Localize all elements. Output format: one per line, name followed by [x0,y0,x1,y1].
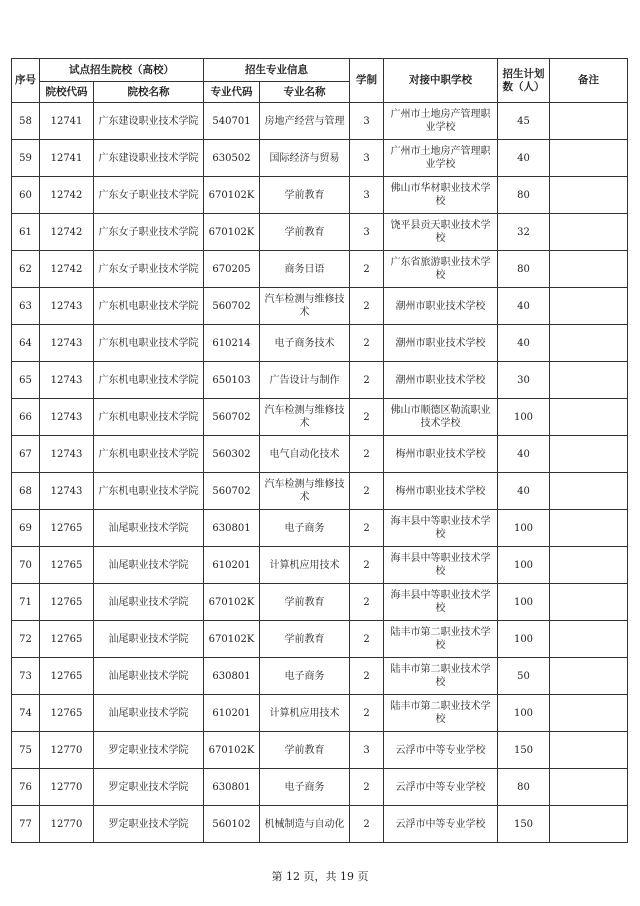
cell-college-name: 罗定职业技术学院 [94,769,204,806]
cell-partner-school: 佛山市华材职业技术学校 [384,177,498,214]
cell-college-name: 汕尾职业技术学院 [94,584,204,621]
cell-college-code: 12765 [40,621,94,658]
cell-major-name: 电子商务 [260,769,350,806]
header-college-group: 试点招生院校（高校） [40,59,204,82]
header-college-name: 院校名称 [94,82,204,103]
cell-major-code: 560702 [204,288,260,325]
header-major-group: 招生专业信息 [204,59,350,82]
cell-remark [550,325,628,362]
cell-plan: 80 [498,251,550,288]
cell-plan: 80 [498,769,550,806]
table-row [12,251,628,288]
cell-college-code: 12743 [40,399,94,436]
cell-major-code: 670102K [204,177,260,214]
cell-major-code: 650103 [204,362,260,399]
cell-remark [550,584,628,621]
cell-duration: 2 [350,473,384,510]
cell-plan: 40 [498,473,550,510]
cell-duration: 3 [350,103,384,140]
cell-partner-school: 广州市土地房产管理职业学校 [384,140,498,177]
cell-major-name: 机械制造与自动化 [260,806,350,843]
cell-major-name: 学前教育 [260,177,350,214]
cell-seq: 70 [12,547,40,584]
cell-college-name: 广东机电职业技术学院 [94,288,204,325]
cell-major-code: 630801 [204,658,260,695]
table-row [12,325,628,362]
cell-major-code: 560702 [204,473,260,510]
cell-major-name: 电气自动化技术 [260,436,350,473]
cell-remark [550,510,628,547]
cell-major-code: 670102K [204,732,260,769]
cell-seq: 67 [12,436,40,473]
cell-remark [550,769,628,806]
cell-college-name: 广东机电职业技术学院 [94,362,204,399]
cell-duration: 2 [350,436,384,473]
cell-major-code: 560302 [204,436,260,473]
cell-plan: 100 [498,547,550,584]
cell-major-name: 电子商务 [260,658,350,695]
cell-major-name: 商务日语 [260,251,350,288]
cell-major-name: 学前教育 [260,214,350,251]
cell-partner-school: 云浮市中等专业学校 [384,769,498,806]
table-row [12,658,628,695]
cell-major-code: 540701 [204,103,260,140]
cell-plan: 100 [498,510,550,547]
cell-seq: 62 [12,251,40,288]
cell-college-code: 12770 [40,732,94,769]
cell-duration: 2 [350,251,384,288]
enrollment-table [11,58,628,843]
cell-college-name: 罗定职业技术学院 [94,806,204,843]
table-row [12,732,628,769]
table-row [12,510,628,547]
cell-remark [550,695,628,732]
cell-partner-school: 陆丰市第二职业技术学校 [384,621,498,658]
header-college-code: 院校代码 [40,82,94,103]
cell-college-name: 广东女子职业技术学院 [94,214,204,251]
cell-remark [550,251,628,288]
table-row [12,584,628,621]
cell-partner-school: 海丰县中等职业技术学校 [384,584,498,621]
header-plan: 招生计划数（人） [498,59,550,103]
cell-partner-school: 潮州市职业技术学校 [384,288,498,325]
cell-college-code: 12743 [40,325,94,362]
cell-duration: 3 [350,732,384,769]
cell-duration: 2 [350,621,384,658]
cell-remark [550,658,628,695]
cell-college-name: 广东建设职业技术学院 [94,103,204,140]
header-major-name: 专业名称 [260,82,350,103]
cell-plan: 30 [498,362,550,399]
cell-college-code: 12765 [40,695,94,732]
cell-college-code: 12741 [40,103,94,140]
table-row [12,436,628,473]
cell-major-code: 670102K [204,584,260,621]
cell-remark [550,399,628,436]
cell-remark [550,436,628,473]
cell-seq: 68 [12,473,40,510]
header-duration: 学制 [350,59,384,103]
cell-seq: 60 [12,177,40,214]
cell-major-name: 电子商务 [260,510,350,547]
cell-major-code: 670102K [204,621,260,658]
table-row [12,695,628,732]
cell-college-name: 汕尾职业技术学院 [94,547,204,584]
cell-college-code: 12743 [40,288,94,325]
cell-college-name: 广东机电职业技术学院 [94,473,204,510]
cell-college-code: 12742 [40,214,94,251]
cell-plan: 100 [498,621,550,658]
cell-seq: 74 [12,695,40,732]
cell-remark [550,806,628,843]
table-row [12,399,628,436]
table-body [12,103,628,843]
cell-duration: 2 [350,547,384,584]
cell-duration: 2 [350,658,384,695]
cell-partner-school: 广东省旅游职业技术学校 [384,251,498,288]
table-row [12,621,628,658]
cell-college-code: 12743 [40,436,94,473]
cell-remark [550,288,628,325]
cell-remark [550,732,628,769]
cell-college-name: 广东机电职业技术学院 [94,436,204,473]
cell-duration: 2 [350,399,384,436]
cell-partner-school: 海丰县中等职业技术学校 [384,510,498,547]
cell-partner-school: 陆丰市第二职业技术学校 [384,658,498,695]
cell-seq: 64 [12,325,40,362]
cell-duration: 2 [350,584,384,621]
cell-college-name: 罗定职业技术学院 [94,732,204,769]
header-partner-school: 对接中职学校 [384,59,498,103]
cell-college-code: 12742 [40,251,94,288]
cell-duration: 2 [350,769,384,806]
cell-major-name: 汽车检测与维修技术 [260,288,350,325]
cell-college-code: 12765 [40,658,94,695]
cell-duration: 3 [350,214,384,251]
table-row [12,362,628,399]
cell-college-name: 广东机电职业技术学院 [94,325,204,362]
cell-remark [550,103,628,140]
cell-seq: 59 [12,140,40,177]
cell-major-name: 计算机应用技术 [260,547,350,584]
cell-plan: 40 [498,325,550,362]
cell-college-code: 12765 [40,584,94,621]
cell-seq: 66 [12,399,40,436]
cell-partner-school: 梅州市职业技术学校 [384,473,498,510]
cell-seq: 72 [12,621,40,658]
cell-major-name: 学前教育 [260,732,350,769]
cell-major-code: 610214 [204,325,260,362]
cell-partner-school: 饶平县贡天职业技术学校 [384,214,498,251]
cell-partner-school: 梅州市职业技术学校 [384,436,498,473]
table-row [12,473,628,510]
cell-duration: 2 [350,288,384,325]
cell-remark [550,140,628,177]
cell-duration: 2 [350,325,384,362]
cell-major-code: 630801 [204,769,260,806]
cell-remark [550,547,628,584]
cell-major-name: 汽车检测与维修技术 [260,473,350,510]
cell-seq: 61 [12,214,40,251]
cell-plan: 80 [498,177,550,214]
cell-seq: 58 [12,103,40,140]
cell-major-name: 电子商务技术 [260,325,350,362]
cell-college-code: 12743 [40,473,94,510]
cell-major-name: 房地产经营与管理 [260,103,350,140]
table-row [12,547,628,584]
cell-plan: 100 [498,695,550,732]
cell-partner-school: 潮州市职业技术学校 [384,362,498,399]
cell-duration: 2 [350,362,384,399]
cell-major-name: 汽车检测与维修技术 [260,399,350,436]
cell-college-code: 12770 [40,769,94,806]
cell-partner-school: 云浮市中等专业学校 [384,732,498,769]
table-row [12,769,628,806]
cell-plan: 40 [498,288,550,325]
cell-remark [550,214,628,251]
table-row [12,140,628,177]
cell-duration: 2 [350,510,384,547]
cell-duration: 2 [350,695,384,732]
cell-major-code: 630502 [204,140,260,177]
page-footer: 第 12 页，共 19 页 [271,870,369,883]
cell-seq: 71 [12,584,40,621]
table-row [12,214,628,251]
cell-seq: 69 [12,510,40,547]
cell-seq: 65 [12,362,40,399]
cell-college-code: 12741 [40,140,94,177]
cell-major-code: 670205 [204,251,260,288]
cell-college-code: 12743 [40,362,94,399]
cell-major-name: 计算机应用技术 [260,695,350,732]
cell-remark [550,621,628,658]
header-remark: 备注 [550,59,628,103]
cell-college-name: 汕尾职业技术学院 [94,695,204,732]
cell-plan: 50 [498,658,550,695]
cell-college-code: 12742 [40,177,94,214]
cell-college-code: 12765 [40,510,94,547]
table-row [12,288,628,325]
cell-college-name: 广东机电职业技术学院 [94,399,204,436]
cell-major-name: 学前教育 [260,621,350,658]
cell-remark [550,362,628,399]
cell-major-name: 学前教育 [260,584,350,621]
cell-college-name: 广东建设职业技术学院 [94,140,204,177]
cell-college-name: 汕尾职业技术学院 [94,510,204,547]
cell-plan: 150 [498,732,550,769]
cell-major-name: 国际经济与贸易 [260,140,350,177]
cell-seq: 63 [12,288,40,325]
cell-major-name: 广告设计与制作 [260,362,350,399]
table-row [12,177,628,214]
cell-college-name: 广东女子职业技术学院 [94,251,204,288]
cell-major-code: 630801 [204,510,260,547]
cell-college-code: 12770 [40,806,94,843]
cell-remark [550,177,628,214]
cell-college-code: 12765 [40,547,94,584]
cell-major-code: 560102 [204,806,260,843]
cell-plan: 100 [498,399,550,436]
cell-college-name: 汕尾职业技术学院 [94,621,204,658]
cell-major-code: 560702 [204,399,260,436]
cell-partner-school: 广州市土地房产管理职业学校 [384,103,498,140]
cell-plan: 40 [498,140,550,177]
cell-duration: 2 [350,806,384,843]
cell-plan: 32 [498,214,550,251]
cell-remark [550,473,628,510]
table-row [12,806,628,843]
cell-plan: 40 [498,436,550,473]
cell-plan: 100 [498,584,550,621]
cell-college-name: 汕尾职业技术学院 [94,658,204,695]
cell-plan: 45 [498,103,550,140]
cell-seq: 75 [12,732,40,769]
cell-duration: 3 [350,177,384,214]
cell-plan: 150 [498,806,550,843]
cell-seq: 73 [12,658,40,695]
cell-partner-school: 佛山市顺德区勒流职业技术学校 [384,399,498,436]
cell-major-code: 610201 [204,547,260,584]
cell-seq: 77 [12,806,40,843]
cell-seq: 76 [12,769,40,806]
table-row [12,103,628,140]
cell-partner-school: 海丰县中等职业技术学校 [384,547,498,584]
cell-partner-school: 云浮市中等专业学校 [384,806,498,843]
header-seq: 序号 [12,59,40,103]
header-major-code: 专业代码 [204,82,260,103]
cell-college-name: 广东女子职业技术学院 [94,177,204,214]
cell-major-code: 610201 [204,695,260,732]
cell-major-code: 670102K [204,214,260,251]
cell-duration: 3 [350,140,384,177]
cell-partner-school: 潮州市职业技术学校 [384,325,498,362]
cell-partner-school: 陆丰市第二职业技术学校 [384,695,498,732]
